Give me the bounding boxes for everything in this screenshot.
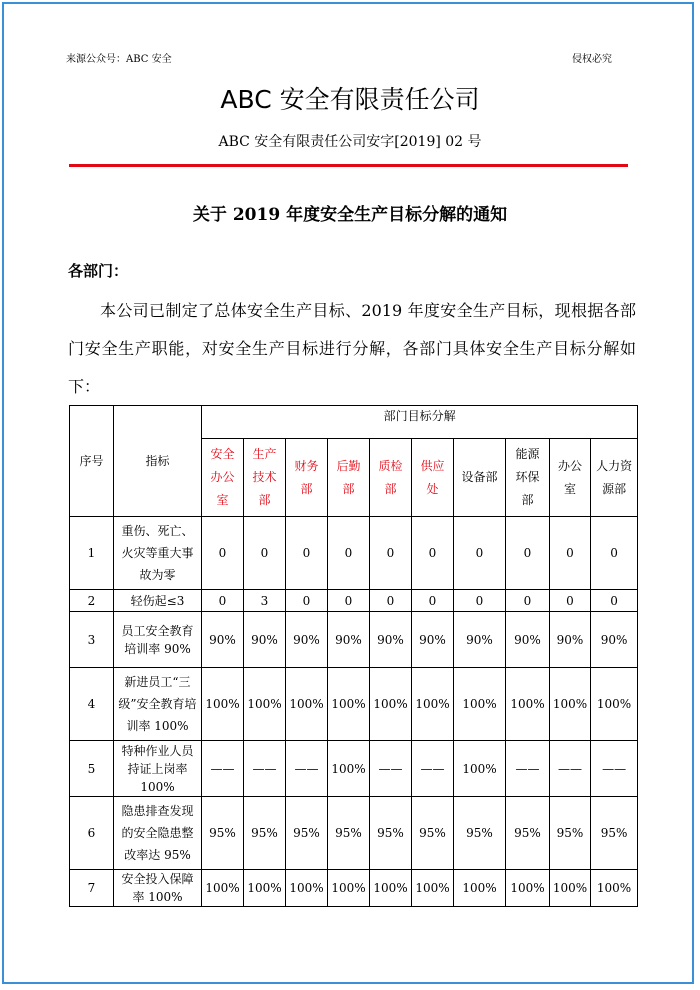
target-value-cell: 100% (328, 741, 370, 797)
target-value-cell: 0 (286, 517, 328, 590)
indicator-cell: 重伤、死亡、火灾等重大事故为零 (114, 517, 202, 590)
target-value-cell: 95% (550, 797, 591, 870)
target-value-cell: 100% (506, 870, 550, 907)
target-value-cell: 100% (454, 741, 506, 797)
col-header-indicator: 指标 (114, 406, 202, 517)
table-row (70, 590, 638, 612)
row-number: 2 (70, 590, 114, 612)
target-value-cell: —— (286, 741, 328, 797)
target-value-cell: 100% (591, 870, 638, 907)
target-value-cell: 100% (550, 668, 591, 741)
target-value-cell: 100% (454, 870, 506, 907)
table-row (70, 870, 638, 907)
indicator-cell: 安全投入保障率 100% (114, 870, 202, 907)
target-value-cell: 95% (591, 797, 638, 870)
target-value-cell: 100% (370, 870, 412, 907)
department-header: 办公室 (550, 439, 591, 517)
target-value-cell: —— (244, 741, 286, 797)
department-header: 后勤部 (328, 439, 370, 517)
department-header: 财务部 (286, 439, 328, 517)
row-number: 5 (70, 741, 114, 797)
target-value-cell: 3 (244, 590, 286, 612)
target-value-cell: —— (591, 741, 638, 797)
target-value-cell: 0 (412, 517, 454, 590)
indicator-cell: 新进员工“三级”安全教育培训率 100% (114, 668, 202, 741)
company-name: ABC 安全有限责任公司 (220, 85, 480, 114)
target-value-cell: 100% (328, 668, 370, 741)
table-row (70, 668, 638, 741)
target-value-cell: 0 (370, 517, 412, 590)
target-value-cell: 100% (286, 870, 328, 907)
target-value-cell: 95% (328, 797, 370, 870)
target-value-cell: 100% (591, 668, 638, 741)
target-value-cell: 90% (244, 612, 286, 668)
target-value-cell: 0 (591, 517, 638, 590)
target-value-cell: 0 (550, 590, 591, 612)
target-value-cell: 100% (244, 668, 286, 741)
target-value-cell: 95% (202, 797, 244, 870)
document-number: ABC 安全有限责任公司安字[2019] 02 号 (218, 134, 482, 150)
target-value-cell: 0 (412, 590, 454, 612)
target-value-cell: 0 (328, 517, 370, 590)
department-header: 能源环保部 (506, 439, 550, 517)
row-number: 6 (70, 797, 114, 870)
department-header: 生产技术部 (244, 439, 286, 517)
target-value-cell: 90% (370, 612, 412, 668)
row-number: 4 (70, 668, 114, 741)
target-value-cell: 100% (412, 668, 454, 741)
target-value-cell: 90% (506, 612, 550, 668)
target-value-cell: 100% (454, 668, 506, 741)
target-value-cell: 0 (454, 590, 506, 612)
body-paragraph: 本公司已制定了总体安全生产目标、2019 年度安全生产目标，现根据各部门安全生产职能，对安全生产目标进行分解，各部门具体安全生产目标分解如下： (68, 301, 636, 396)
target-value-cell: 100% (506, 668, 550, 741)
target-value-cell: 90% (412, 612, 454, 668)
rights-note: 侵权必究 (572, 54, 612, 65)
target-value-cell: 90% (591, 612, 638, 668)
target-value-cell: —— (550, 741, 591, 797)
department-header: 安全办公室 (202, 439, 244, 517)
source-note: 来源公众号：ABC 安全 (66, 54, 172, 65)
target-value-cell: 0 (202, 590, 244, 612)
target-value-cell: 100% (202, 668, 244, 741)
target-table (69, 405, 638, 907)
indicator-cell: 隐患排查发现的安全隐患整改率达 95% (114, 797, 202, 870)
target-value-cell: 0 (286, 590, 328, 612)
target-value-cell: —— (370, 741, 412, 797)
target-value-cell: 95% (454, 797, 506, 870)
target-value-cell: 90% (550, 612, 591, 668)
target-value-cell: 100% (328, 870, 370, 907)
table-header-row (70, 406, 638, 439)
target-value-cell: 90% (328, 612, 370, 668)
table-row (70, 741, 638, 797)
target-value-cell: 100% (550, 870, 591, 907)
department-header: 质检部 (370, 439, 412, 517)
indicator-cell: 员工安全教育培训率 90% (114, 612, 202, 668)
row-number: 7 (70, 870, 114, 907)
indicator-cell: 轻伤起≤3 (114, 590, 202, 612)
department-header: 人力资源部 (591, 439, 638, 517)
target-value-cell: —— (202, 741, 244, 797)
target-value-cell: 90% (454, 612, 506, 668)
table-row (70, 517, 638, 590)
target-value-cell: 100% (370, 668, 412, 741)
department-header: 供应处 (412, 439, 454, 517)
target-value-cell: 0 (506, 590, 550, 612)
target-value-cell: 0 (370, 590, 412, 612)
target-value-cell: 0 (202, 517, 244, 590)
table-body (70, 517, 638, 907)
salutation: 各部门： (68, 262, 129, 280)
table-row (70, 797, 638, 870)
department-header: 设备部 (454, 439, 506, 517)
target-value-cell: 90% (202, 612, 244, 668)
target-value-cell: 95% (506, 797, 550, 870)
row-number: 1 (70, 517, 114, 590)
target-value-cell: —— (506, 741, 550, 797)
target-value-cell: 0 (328, 590, 370, 612)
indicator-cell: 特种作业人员持证上岗率 100% (114, 741, 202, 797)
target-value-cell: 0 (550, 517, 591, 590)
group-header: 部门目标分解 (202, 406, 638, 439)
target-value-cell: —— (412, 741, 454, 797)
notice-title: 关于 2019 年度安全生产目标分解的通知 (192, 205, 508, 225)
target-value-cell: 0 (244, 517, 286, 590)
target-value-cell: 95% (286, 797, 328, 870)
target-value-cell: 100% (286, 668, 328, 741)
target-value-cell: 100% (412, 870, 454, 907)
target-value-cell: 95% (244, 797, 286, 870)
red-divider (69, 164, 628, 167)
target-value-cell: 100% (244, 870, 286, 907)
target-value-cell: 100% (202, 870, 244, 907)
target-value-cell: 95% (370, 797, 412, 870)
target-value-cell: 0 (506, 517, 550, 590)
table-row (70, 612, 638, 668)
col-header-no: 序号 (70, 406, 114, 517)
target-value-cell: 90% (286, 612, 328, 668)
target-value-cell: 95% (412, 797, 454, 870)
target-value-cell: 0 (454, 517, 506, 590)
row-number: 3 (70, 612, 114, 668)
target-value-cell: 0 (591, 590, 638, 612)
